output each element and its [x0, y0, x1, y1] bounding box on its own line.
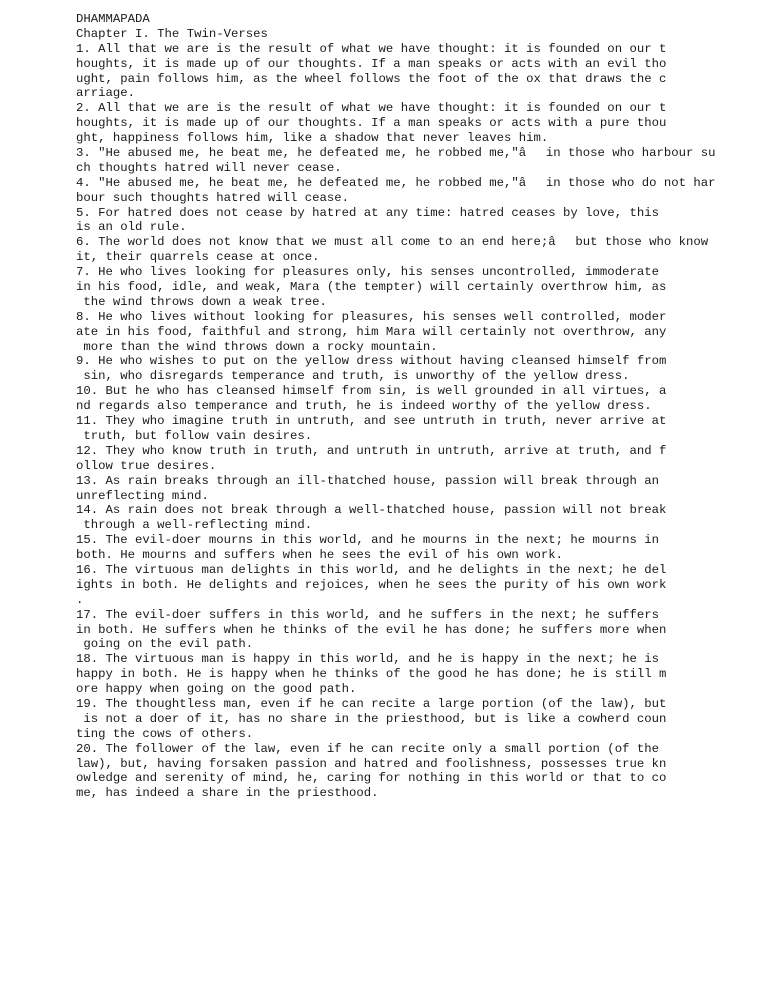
- text-line: happy in both. He is happy when he thinks of the good he has done; he is still m: [76, 667, 667, 682]
- text-line: ollow true desires.: [76, 458, 217, 473]
- text-line: ting the cows of others.: [76, 726, 254, 741]
- text-line: going on the evil path.: [76, 637, 254, 652]
- text-line: 11. They who imagine truth in untruth, and see untruth in truth, never arrive at: [76, 414, 667, 429]
- text-line: truth, but follow vain desires.: [76, 428, 313, 443]
- text-line: ch thoughts hatred will never cease.: [76, 160, 342, 175]
- text-line: 3. "He abused me, he beat me, he defeated me, he robbed me,"âin those who harbour su: [76, 146, 716, 161]
- text-body: [76, 42, 746, 801]
- text-line: the wind throws down a weak tree.: [76, 294, 327, 309]
- text-line: me, has indeed a share in the priesthood.: [76, 786, 379, 801]
- text-line: ght, happiness follows him, like a shadow that never leaves him.: [76, 131, 549, 146]
- text-line: 19. The thoughtless man, even if he can recite a large portion (of the law), but: [76, 696, 667, 711]
- document-title: DHAMMAPADA: [76, 12, 150, 26]
- text-line: sin, who disregards temperance and truth, is unworthy of the yellow dress.: [76, 369, 630, 384]
- text-line: houghts, it is made up of our thoughts. If a man speaks or acts with an evil tho: [76, 56, 667, 71]
- text-line: bour such thoughts hatred will cease.: [76, 190, 350, 205]
- text-line: 5. For hatred does not cease by hatred at any time: hatred ceases by love, this: [76, 205, 659, 220]
- chapter-heading: Chapter I. The Twin-Verses: [76, 26, 268, 41]
- text-line: 13. As rain breaks through an ill-thatched house, passion will break through an: [76, 473, 659, 488]
- text-line: through a well-reflecting mind.: [76, 518, 313, 533]
- text-line: 14. As rain does not break through a well-thatched house, passion will not break: [76, 503, 667, 518]
- text-line: is not a doer of it, has no share in the priesthood, but is like a cowherd coun: [76, 711, 667, 726]
- text-line: 1. All that we are is the result of what we have thought: it is founded on our t: [76, 41, 667, 56]
- text-line: more than the wind throws down a rocky mountain.: [76, 339, 438, 354]
- text-line: is an old rule.: [76, 220, 187, 235]
- text-line: 9. He who wishes to put on the yellow dress without having cleansed himself from: [76, 354, 667, 369]
- text-line: 20. The follower of the law, even if he can recite only a small portion (of the: [76, 741, 659, 756]
- text-line: 8. He who lives without looking for pleasures, his senses well controlled, moder: [76, 309, 667, 324]
- text-line: in his food, idle, and weak, Mara (the tempter) will certainly overthrow him, as: [76, 280, 667, 295]
- text-line: nd regards also temperance and truth, he is indeed worthy of the yellow dress.: [76, 399, 652, 414]
- text-line: both. He mourns and suffers when he sees the evil of his own work.: [76, 548, 564, 563]
- text-line: unreflecting mind.: [76, 488, 209, 503]
- document-page: [76, 12, 746, 801]
- text-line: in both. He suffers when he thinks of the evil he has done; he suffers more when: [76, 622, 667, 637]
- text-line: ore happy when going on the good path.: [76, 682, 357, 697]
- text-line: law), but, having forsaken passion and hatred and foolishness, possesses true kn: [76, 756, 667, 771]
- text-line: ate in his food, faithful and strong, him Mara will certainly not overthrow, any: [76, 324, 667, 339]
- text-line: owledge and serenity of mind, he, caring for nothing in this world or that to co: [76, 771, 667, 786]
- text-line: 12. They who know truth in truth, and untruth in untruth, arrive at truth, and f: [76, 443, 667, 458]
- text-line: 4. "He abused me, he beat me, he defeated me, he robbed me,"âin those who do not har: [76, 175, 716, 190]
- text-line: 16. The virtuous man delights in this world, and he delights in the next; he del: [76, 562, 667, 577]
- text-line: 6. The world does not know that we must all come to an end here;âbut those who know: [76, 235, 709, 250]
- text-line: it, their quarrels cease at once.: [76, 250, 320, 265]
- text-line: ught, pain follows him, as the wheel follows the foot of the ox that draws the c: [76, 71, 667, 86]
- text-line: 7. He who lives looking for pleasures only, his senses uncontrolled, immoderate: [76, 265, 659, 280]
- text-line: 10. But he who has cleansed himself from sin, is well grounded in all virtues, a: [76, 384, 667, 399]
- text-line: 2. All that we are is the result of what we have thought: it is founded on our t: [76, 101, 667, 116]
- text-line: houghts, it is made up of our thoughts. If a man speaks or acts with a pure thou: [76, 116, 667, 131]
- text-line: ights in both. He delights and rejoices, when he sees the purity of his own work: [76, 577, 667, 592]
- text-line: arriage.: [76, 86, 136, 101]
- text-line: .: [76, 592, 84, 607]
- text-line: 17. The evil-doer suffers in this world, and he suffers in the next; he suffers: [76, 607, 659, 622]
- text-line: 15. The evil-doer mourns in this world, and he mourns in the next; he mourns in: [76, 533, 659, 548]
- text-line: 18. The virtuous man is happy in this world, and he is happy in the next; he is: [76, 652, 659, 667]
